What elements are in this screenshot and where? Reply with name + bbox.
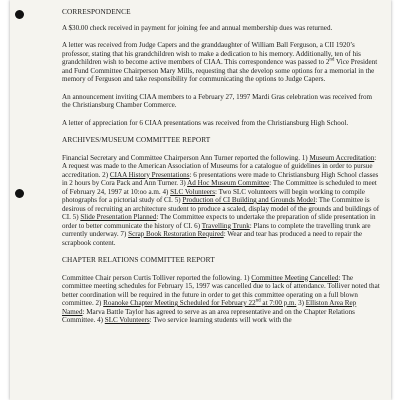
paragraph: A letter of appreciation for 6 CIAA presentations was received from the Christiansburg High School. (62, 118, 349, 127)
paragraph: A $30.00 check received in payment for joining fee and annual membership dues was returned. (62, 23, 333, 32)
section-heading-chapter-relations: CHAPTER RELATIONS COMMITTEE REPORT (62, 255, 215, 264)
punch-hole (15, 10, 24, 19)
section-heading-archives: ARCHIVES/MUSEUM COMMITTEE REPORT (62, 135, 211, 144)
paragraph: A letter was received from Judge Capers and the granddaughter of William Ball Ferguson, a CII 1920’s professor, stating that his grandchildren wish to make a dedication to his memory. Additionally, ten of his grandchildren wish to become active members of CIAA. This correspondence was passed to 2nd Vice President and Fund Committee Chairperson Mary Mills, requesting that she develop some options for a memorial in the memory of Ferguson and take responsibility for communicating the options to Judge Capers. (62, 41, 378, 83)
paragraph: Committee Chair person Curtis Tolliver reported the following. 1) Committee Meeting Cancelled: The committee meeting schedules for February 15, 1997 was cancelled due to lack of attendance. Tolliver noted that better coordination will be required in the future in order to get this committee operating on a full blown committee. 2) Roanoke Chapter Meeting Scheduled for February 22nd at 7:00 p.m. 3) Elliston Area Rep Named: Marva Battle Taylor has agreed to serve as an area representative and on the Chapter Relations Committee. 4) SLC Volunteers: Two service learning students will work with the (62, 273, 380, 324)
page-content (62, 8, 380, 325)
paragraph: An announcement inviting CIAA members to a February 27, 1997 Mardi Gras celebration was received from the Christiansburg Chamber Commerce. (62, 92, 373, 109)
document-page (10, 0, 391, 400)
punch-hole (15, 189, 24, 198)
paragraph: Financial Secretary and Committee Chairperson Ann Turner reported the following. 1) Museum Accreditation: A request was made to the American Association of Museums for a catalogue of guidelines in order to pursue accreditation. 2) CIAA History Presentations: 6 presentations were made to Christiansburg High School classes in 2 hours by Cora Pack and Ann Turner. 3) Ad Hoc Museum Committee: The Committee is scheduled to meet of February 24, 1997 at 10:oo a.m. 4) SLC Volunteers: Two SLC volunteers will begin working to compile photographs for a pictorial study of CI. 5) Production of CI Building and Grounds Model: The Committee is desirous of recruiting an architecture student to produce a scaled, display model of the grounds and buildings of CI. 5) Slide Presentation Planned: The Committee expects to undertake the preparation of slide presentation in order to better communicate the history of CI. 6) Travelling Trunk: Plans to complete the travelling trunk are currently underway. 7) Scrap Book Restoration Required: Wear and tear has produced a need to repair the scrapbook content. (62, 153, 380, 247)
section-heading-correspondence: CORRESPONDENCE (62, 7, 131, 16)
